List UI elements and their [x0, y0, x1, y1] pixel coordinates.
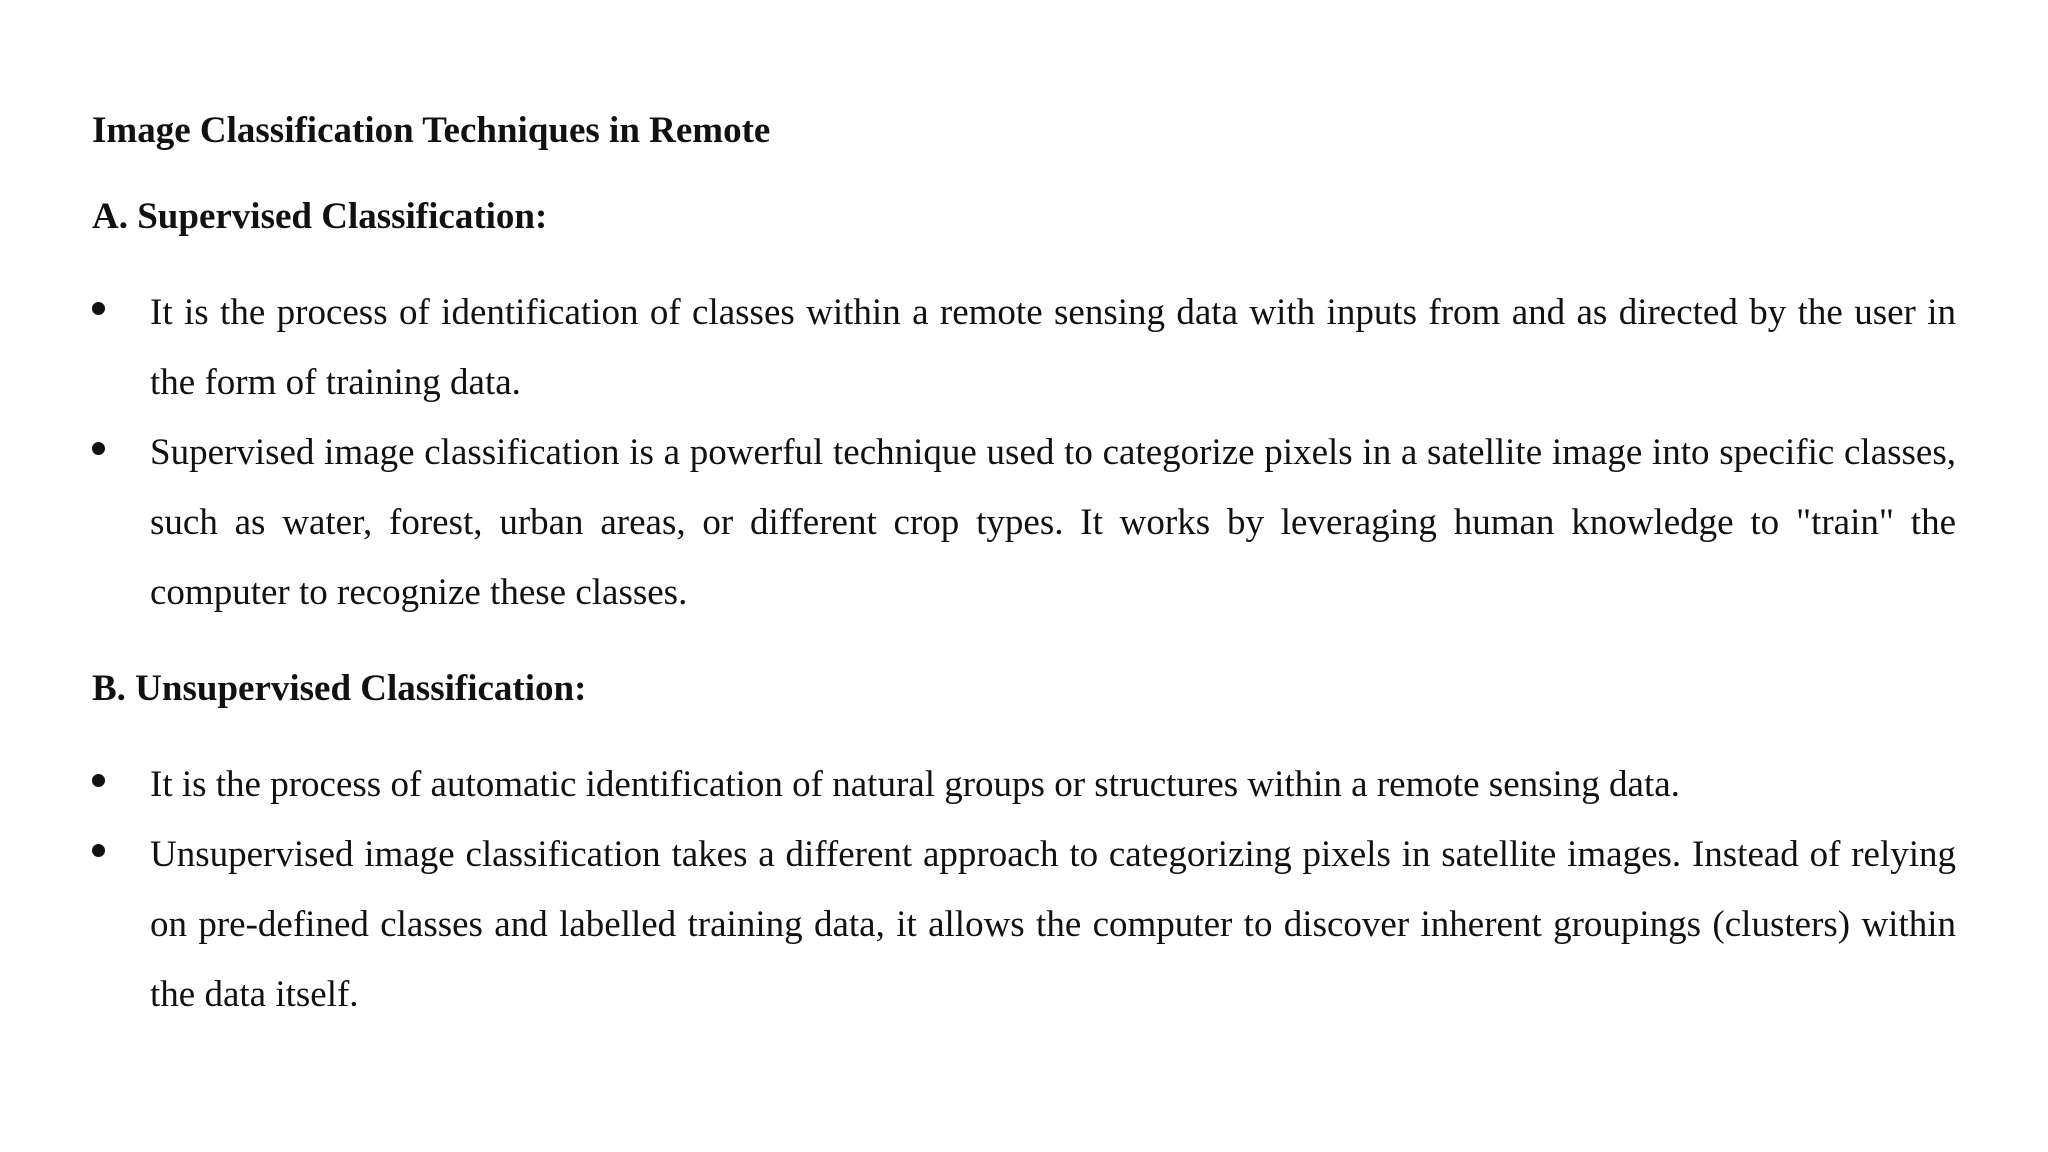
bullet-text: Unsupervised image classification takes a different approach to categorizing pixels in satellite images. Instead of relying on pre-defined classes and labelled training data, it allows the computer to discover inherent groupings (clusters) within the data itself. [150, 834, 1956, 1015]
bullet-icon [92, 302, 105, 315]
bullet-text: It is the process of identification of classes within a remote sensing data with inputs from and as directed by the user in the form of training data. [150, 292, 1956, 403]
bullet-icon [92, 774, 105, 787]
list-item [92, 820, 1956, 1030]
section-heading-supervised: A. Supervised Classification: [92, 196, 548, 237]
section-heading-unsupervised: B. Unsupervised Classification: [92, 668, 587, 709]
supervised-bullet-list [92, 278, 1956, 628]
list-item [92, 278, 1956, 418]
unsupervised-bullet-list [92, 750, 1956, 1030]
bullet-icon [92, 844, 105, 857]
document-title: Image Classification Techniques in Remote [92, 110, 771, 151]
bullet-text: Supervised image classification is a powerful technique used to categorize pixels in a satellite image into specific classes, such as water, forest, urban areas, or different crop types. It works by leveraging human knowledge to "train" the computer to recognize these classes. [150, 432, 1956, 613]
bullet-icon [92, 442, 105, 455]
list-item [92, 418, 1956, 628]
bullet-text: It is the process of automatic identification of natural groups or structures within a remote sensing data. [150, 764, 1680, 805]
list-item [92, 750, 1956, 820]
